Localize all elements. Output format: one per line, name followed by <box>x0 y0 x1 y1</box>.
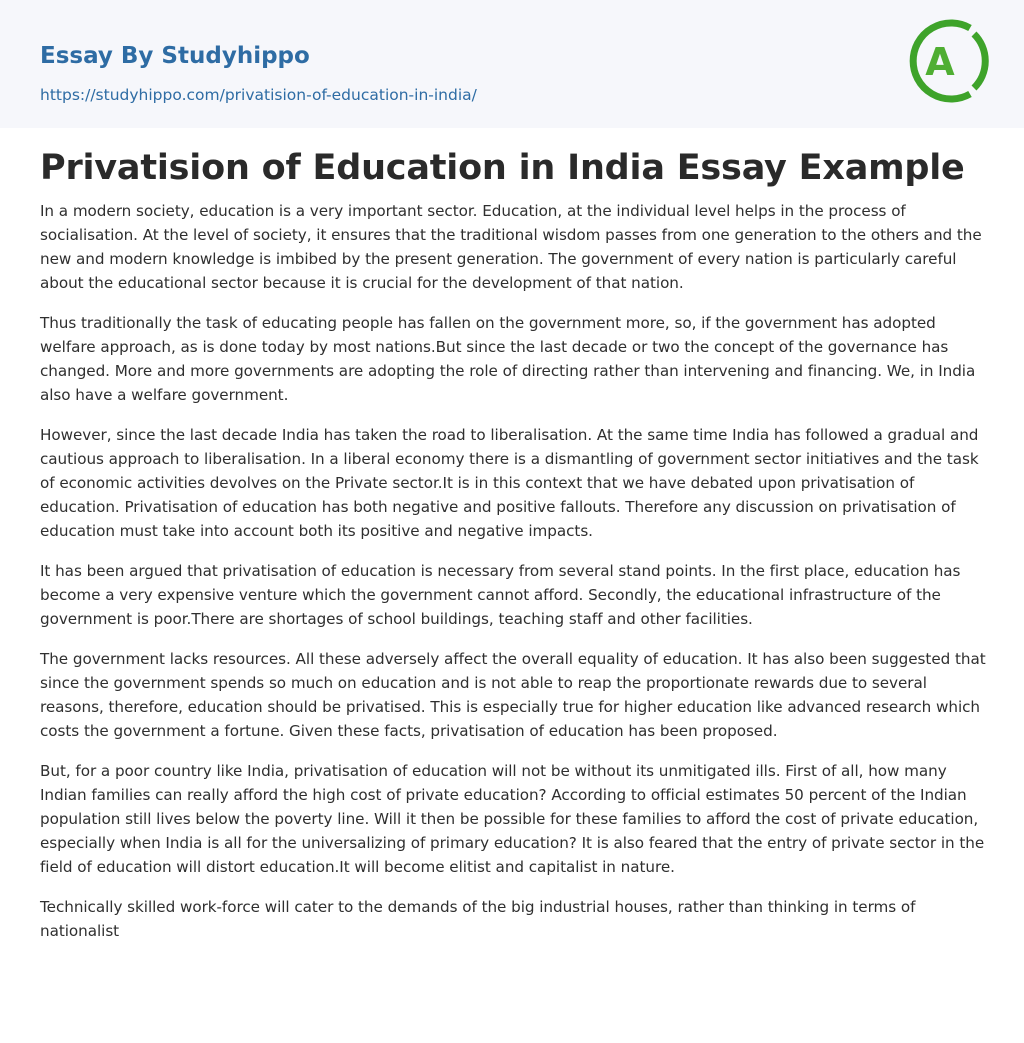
brand-title[interactable]: Essay By Studyhippo <box>40 43 310 69</box>
page-title: Privatision of Education in India Essay Example <box>40 148 965 188</box>
paragraph-3: However, since the last decade India has taken the road to liberalisation. At the same time India has followed a gradual and cautious approach to liberalisation. In a liberal economy there is a dismantling of government sector initiatives and the task of economic activities devolves on the Private sector.It is in this context that we have debated upon privatisation of education. Privatisation of education has both negative and positive fallouts. Therefore any discussion on privatisation of education must take into account both its positive and negative impacts. <box>40 426 979 540</box>
paragraph-5: The government lacks resources. All these adversely affect the overall equality of education. It has also been suggested that since the government spends so much on education and is not able to reap the proportionate rewards due to several reasons, therefore, education should be privatised. This is especially true for higher education like advanced research which costs the government a fortune. Given these facts, privatisation of education has been proposed. <box>40 650 986 740</box>
site-header <box>0 0 1024 128</box>
paragraph-2: Thus traditionally the task of educating people has fallen on the government more, so, if the government has adopted welfare approach, as is done today by most nations.But since the last decade or two the concept of the governance has changed. More and more governments are adopting the role of directing rather than intervening and financing. We, in India also have a welfare government. <box>40 314 976 404</box>
logo-letter: A <box>925 40 955 84</box>
logo-ring-right <box>974 34 985 88</box>
paragraph-1: In a modern society, education is a very important sector. Education, at the individual level helps in the process of socialisation. At the level of society, it ensures that the traditional wisdom passes from one generation to the others and the new and modern knowledge is imbibed by the present generation. The government of every nation is particularly careful about the educational sector because it is crucial for the development of that nation. <box>40 202 982 292</box>
paragraph-6: But, for a poor country like India, privatisation of education will not be without its unmitigated ills. First of all, how many Indian families can really afford the high cost of private education? According to official estimates 50 percent of the Indian population still lives below the poverty line. Will it then be possible for these families to afford the cost of private education, especially when India is all for the universalizing of primary education? It is also feared that the entry of private sector in the field of education will distort education.It will become elitist and capitalist in nature. <box>40 762 985 876</box>
paragraph-7: Technically skilled work-force will cater to the demands of the big industrial houses, rather than thinking in terms of nationalist <box>40 898 916 940</box>
article-body <box>40 145 988 959</box>
paragraph-4: It has been argued that privatisation of education is necessary from several stand points. In the first place, education has become a very expensive venture which the government cannot afford. Secondly, the educational infrastructure of the government is poor.There are shortages of school buildings, teaching staff and other facilities. <box>40 562 961 628</box>
article-url-link[interactable]: https://studyhippo.com/privatision-of-education-in-india/ <box>40 86 477 104</box>
studyhippo-logo-icon[interactable] <box>908 16 990 106</box>
